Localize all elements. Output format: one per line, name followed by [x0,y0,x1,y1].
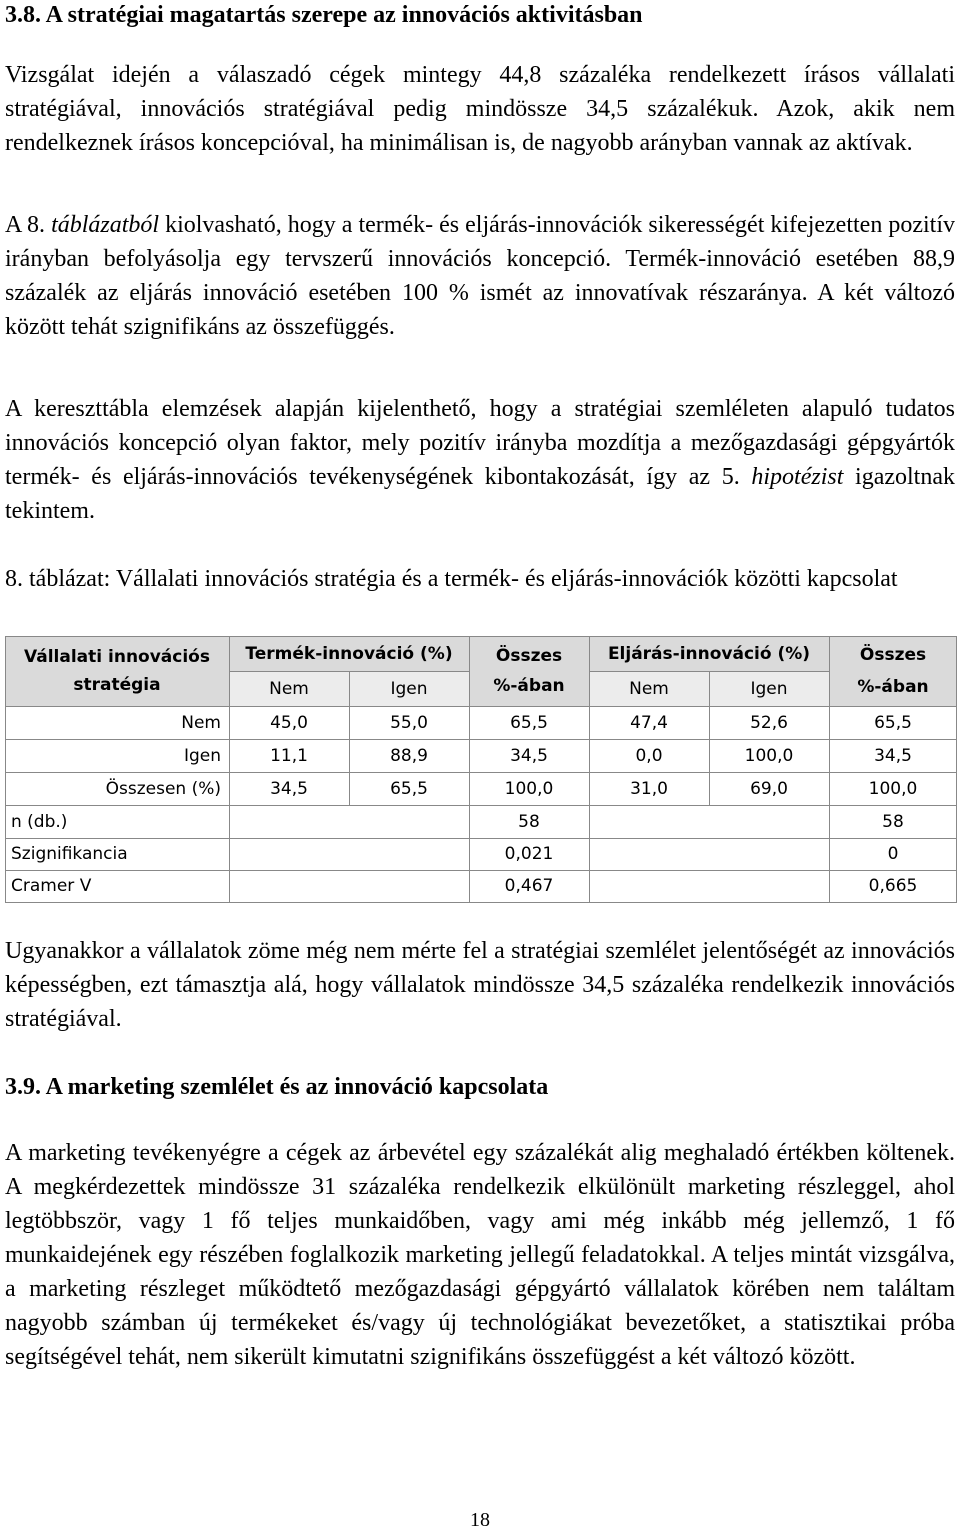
p2-text-a: A 8. [5,212,52,238]
grid-line [709,671,710,805]
row-label: Összesen (%) [105,778,221,799]
table-cell: 65,5 [390,778,428,799]
grid-line [589,636,590,902]
p3-text-c: igazoltnak tekintem. [5,464,955,524]
table-cell: 0,0 [635,745,663,766]
paragraph-marketing: A marketing tevékenyégre a cégek az árbevétel egy százalékát alig meghaladó értékben költenek. A megkérdezettek mindössze 31 százaléka rendelkezik elkülönült marketing részleggel, ahol legtöbbször, vagy 1 fő teljes munkaidőben, vagy ami még inkább még jellemző, 1 fő munkaidejének egy részében foglalkozik marketing jellegű feladatokkal. A teljes mintát vizsgálva, a marketing részleget működtető mezőgazdasági gépgyártó vállalatok körében nem találtam nagyobb számban új termékeket és/vagy új technológiákat bevezetőket, a statisztikai próba segítségével tehát, nem sikerült kimutatni szignifikáns összefüggést a két változó között. [5,1140,955,1370]
table-caption: 8. táblázat: Vállalati innovációs stratégia és a termék- és eljárás-innovációk közötti kapcsolat [5,566,898,592]
header-process-igen: Igen [709,671,829,706]
page-number: 18 [470,1509,490,1531]
header-product-innovation: Termék-innováció (%) [229,636,469,671]
table-cell: 88,9 [390,745,428,766]
header-total-2: Összes %-ában [829,636,957,706]
paragraph-table-reference [5,208,955,344]
p2-italic: táblázatból [51,212,160,238]
table-cell: 100,0 [744,745,794,766]
table-cell: 11,1 [270,745,308,766]
stat-value-product: 58 [518,811,540,832]
table-cell: 34,5 [510,745,548,766]
table-cell: 52,6 [750,712,788,733]
stat-label: Szignifikancia [11,844,128,864]
grid-line [5,636,957,637]
grid-line [5,739,957,740]
grid-line [5,636,6,902]
table-cell: 34,5 [874,745,912,766]
paragraph-strategy-share: Vizsgálat idején a válaszadó cégek mintegy 44,8 százaléka rendelkezett írásos vállalati stratégiával, innovációs stratégiával pedig mindössze 34,5 százalékuk. Azok, akik nem rendelkeznek írásos koncepcióval, ha minimálisan is, de nagyobb arányban vannak az aktívak. [5,62,955,156]
header-strategy: Vállalati innovációs stratégia [5,636,229,706]
grid-line [956,636,957,902]
table-cell: 31,0 [630,778,668,799]
table-cell: 65,5 [874,712,912,733]
stat-label: n (db.) [11,811,68,832]
stat-value-process: 58 [882,811,904,832]
crosstab-table [5,636,957,902]
section-heading-3-9: 3.9. A marketing szemlélet és az innováció kapcsolata [5,1074,549,1100]
paragraph-strategy-awareness: Ugyanakkor a vállalatok zöme még nem mérte fel a stratégiai szemlélet jelentőségét az innovációs képességben, ezt támasztja alá, hogy vállalatok mindössze 34,5 százaléka rendelkezik innovációs stratégiával. [5,938,955,1032]
grid-line [5,902,957,903]
row-label: Igen [183,745,221,766]
stat-value-process: 0 [887,844,899,864]
paragraph-hypothesis [5,392,955,528]
grid-line [5,838,957,839]
stat-value-product: 0,467 [504,876,554,896]
table-cell: 55,0 [390,712,428,733]
table-cell: 47,4 [630,712,668,733]
grid-line [829,636,830,902]
section-heading-3-8: 3.8. A stratégiai magatartás szerepe az innovációs aktivitásban [5,2,643,28]
stat-value-product: 0,021 [504,844,554,864]
stat-value-process: 0,665 [868,876,918,896]
table-cell: 45,0 [270,712,308,733]
grid-line [5,870,957,871]
header-product-igen: Igen [349,671,469,706]
grid-line [5,805,957,806]
table-cell: 65,5 [510,712,548,733]
grid-line [5,772,957,773]
header-process-nem: Nem [589,671,709,706]
header-total-1: Összes %-ában [469,636,589,706]
stat-label: Cramer V [11,876,92,896]
p2-text-c: kiolvasható, hogy a termék- és eljárás-innovációk sikerességét kifejezetten pozitív irányban befolyásolja egy tervszerű innovációs koncepció. Termék-innováció esetében 88,9 százalék az eljárás innováció esetében 100 % ismét az innovatívak részaránya. A két változó között tehát szignifikáns az összefüggés. [5,212,955,340]
table-cell: 69,0 [750,778,788,799]
header-product-nem: Nem [229,671,349,706]
grid-line [5,706,957,707]
grid-line [349,671,350,805]
grid-line [469,636,470,902]
table-cell: 34,5 [270,778,308,799]
row-label: Nem [181,712,221,733]
grid-line [229,636,230,902]
header-process-innovation: Eljárás-innováció (%) [589,636,829,671]
p3-italic: hipotézist [751,464,844,490]
p3-text-a: A kereszttábla elemzések alapján kijelenthető, hogy a stratégiai szemléleten alapuló tudatos innovációs koncepció olyan faktor, mely pozitív irányba mozdítja a mezőgazdasági gépgyártók termék- és eljárás-innovációs tevékenységének kibontakozását, így az 5. [5,396,955,490]
table-cell: 100,0 [504,778,554,799]
table-cell: 100,0 [868,778,918,799]
